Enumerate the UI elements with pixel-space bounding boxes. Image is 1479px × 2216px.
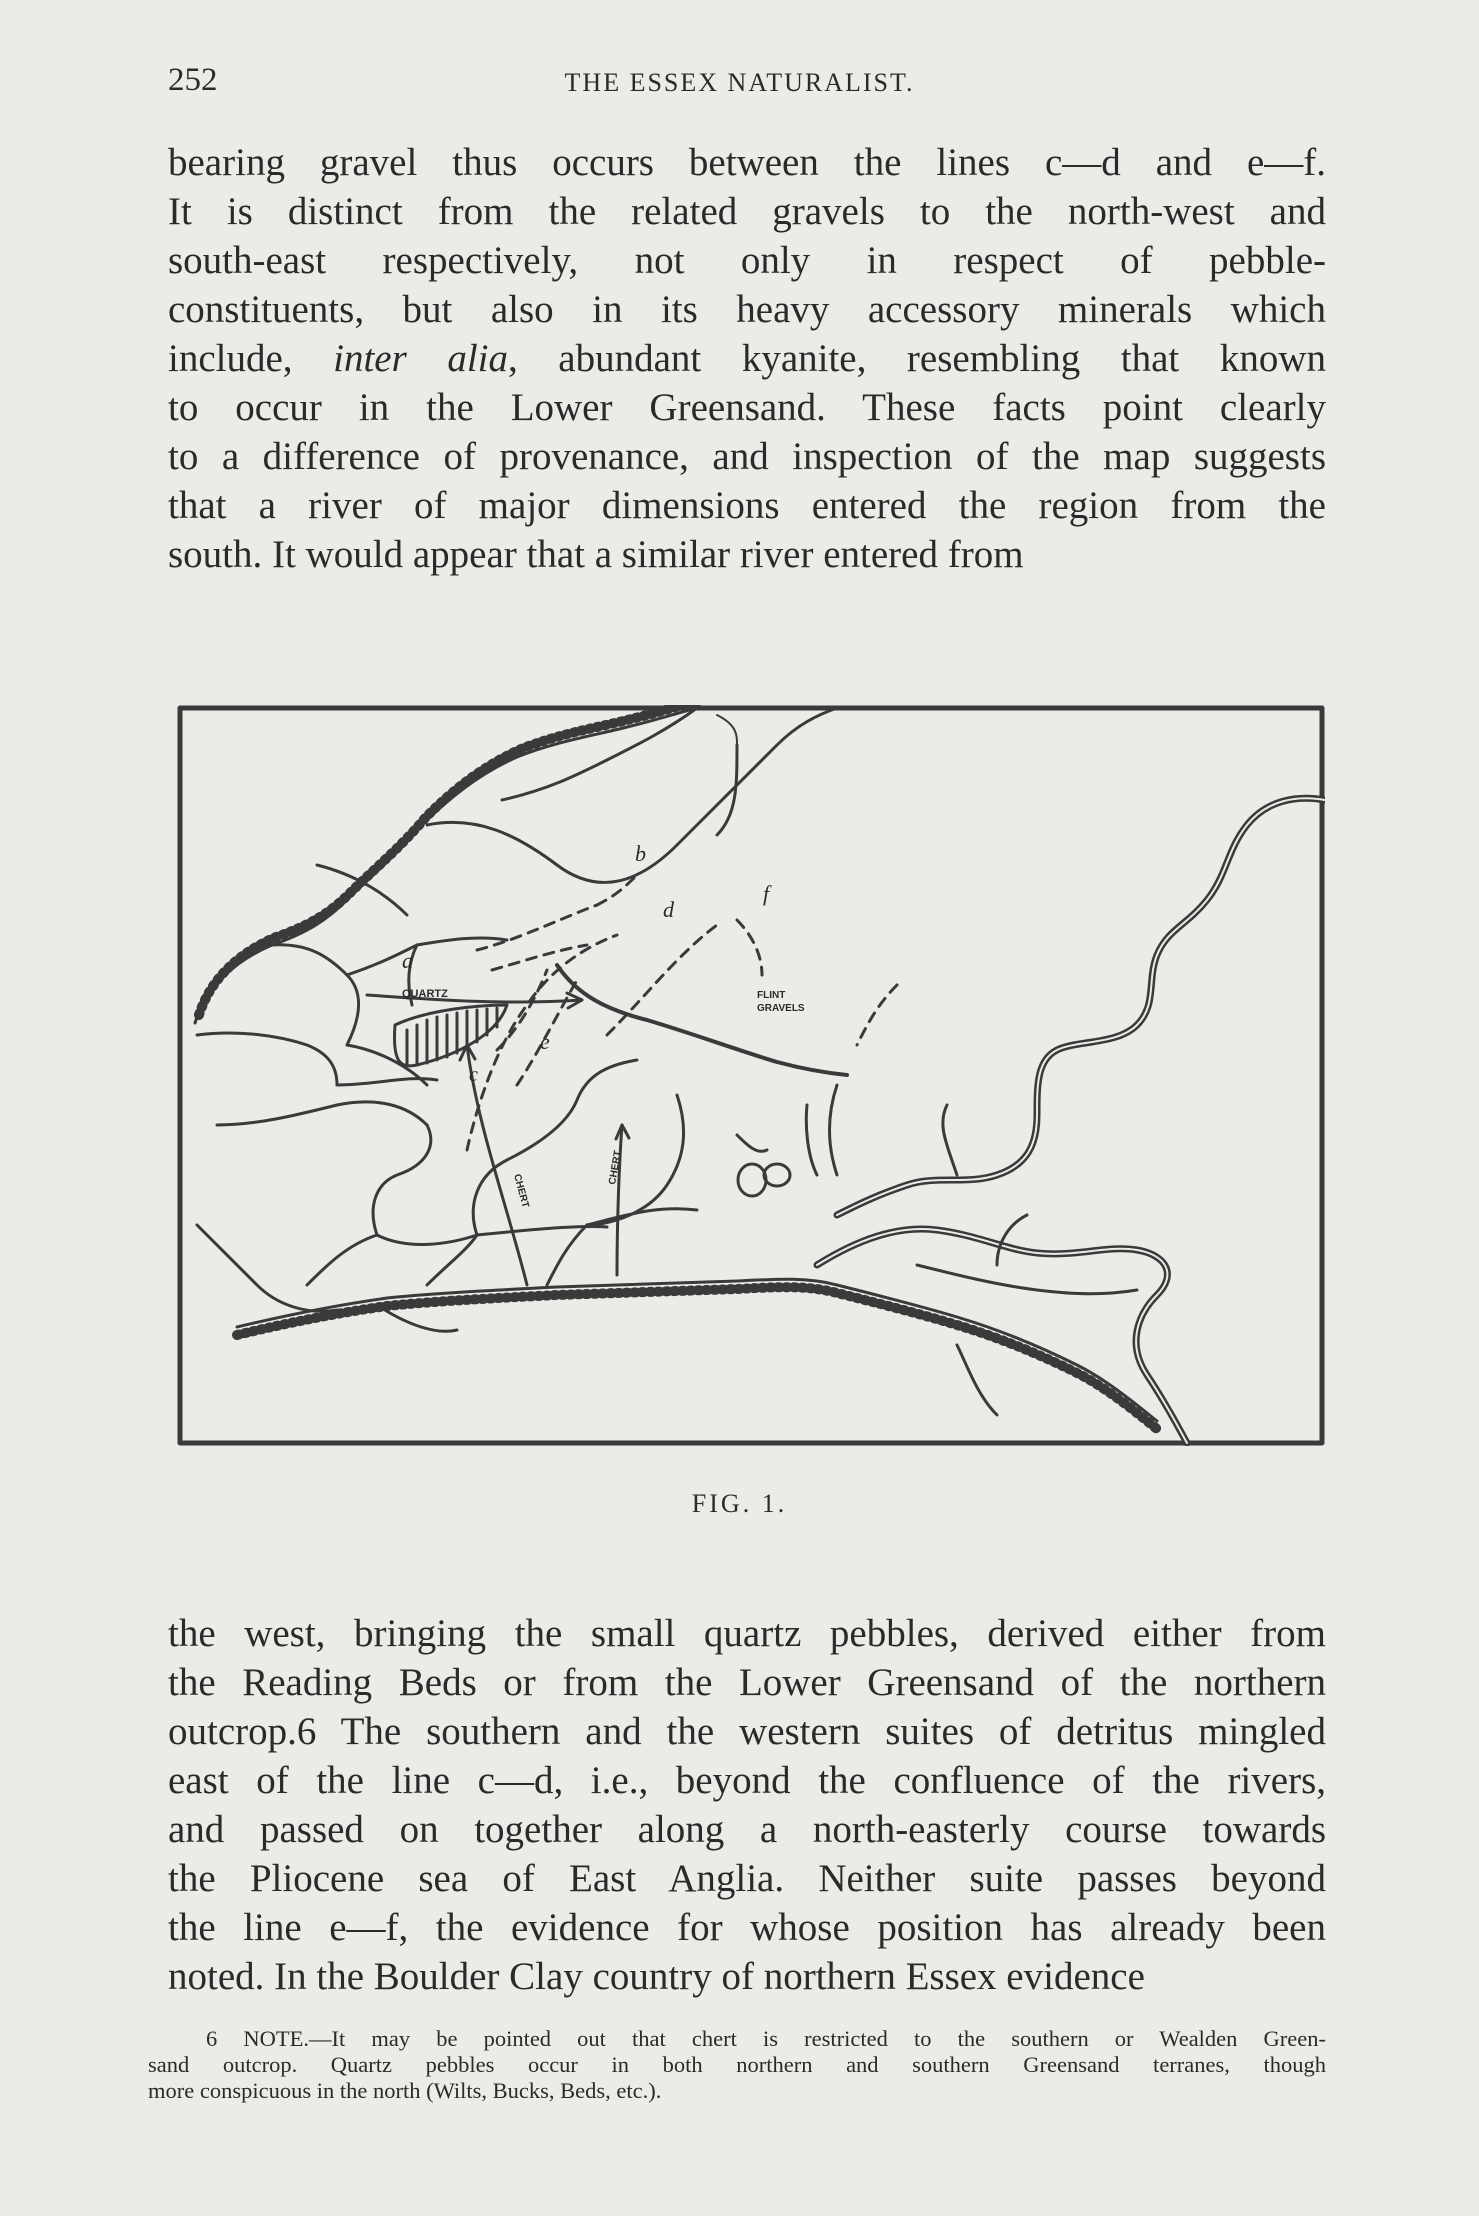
label-chert-west: CHERT [511,1172,531,1210]
footnote-line: sand outcrop. Quartz pebbles occur in both northern and southern Greensand terranes, though [148,2052,1326,2077]
text-line-with-italic: include, inter alia, abundant kyanite, resembling that known [168,337,1326,380]
south-escarpment-hachures [237,1287,1157,1429]
text-line: south. It would appear that a similar river entered from [168,533,1024,576]
text-line: south-east respectively, not only in respect of pebble- [168,239,1326,282]
label-chert-east: CHERT [607,1149,624,1186]
paragraph-bottom [168,1609,1326,2001]
page-number: 252 [168,62,218,98]
text-line: constituents, but also in its heavy accessory minerals which [168,288,1326,331]
italic-phrase: inter alia [333,337,508,380]
quartz-arrow [367,995,582,1002]
text-line: noted. In the Boulder Clay country of northern Essex evidence [168,1955,1145,1998]
text-line: the west, bringing the small quartz pebbles, derived either from [168,1612,1326,1655]
label-flint: FLINT [757,990,786,1001]
running-head: THE ESSEX NATURALIST. [564,68,915,97]
paragraph-top [168,138,1326,579]
text-line: east of the line c—d, i.e., beyond the confluence of the rivers, [168,1759,1326,1802]
map-drawing [177,705,1325,1446]
text-line: and passed on together along a north-easterly course towards [168,1808,1326,1851]
text-line: the Pliocene sea of East Anglia. Neither suite passes beyond [168,1857,1326,1900]
figure-caption: FIG. 1. [691,1489,788,1518]
hatched-outcrop [394,1005,507,1066]
footnote-line: more conspicuous in the north (Wilts, Bucks, Beds, etc.). [148,2078,662,2103]
line-f [607,925,717,1035]
central-river [557,965,847,1075]
thames-river [837,798,1325,1215]
text-line: It is distinct from the related gravels to the north-west and [168,190,1326,233]
label-a: a [402,948,413,973]
river-upper [427,708,837,882]
label-e: e [540,1029,550,1054]
footnote-line: 6 NOTE.—It may be pointed out that chert is restricted to the southern or Wealden Green- [206,2026,1326,2051]
north-escarpment [195,708,697,1023]
label-quartz: QUARTZ [402,988,448,1000]
text-line: that a river of major dimensions entered the region from the [168,484,1326,527]
text-line: the Reading Beds or from the Lower Greensand of the northern [168,1661,1326,1704]
text-line: to a difference of provenance, and inspection of the map suggests [168,435,1326,478]
label-d: d [663,897,674,922]
label-gravels: GRAVELS [757,1003,805,1014]
text-line: the line e—f, the evidence for whose position has already been [168,1906,1326,1949]
footnote [148,2026,1326,2104]
text-line: outcrop.6 The southern and the western suites of detritus mingled [168,1710,1326,1753]
map-frame [180,708,1322,1443]
text-line: to occur in the Lower Greensand. These facts point clearly [168,386,1326,429]
label-b: b [635,841,646,866]
label-c: c [469,1064,478,1086]
text-line: bearing gravel thus occurs between the lines c—d and e—f. [168,141,1326,184]
label-f: f [763,881,770,906]
chert-arrow-east [617,1125,622,1275]
line-b [477,905,597,950]
figure-map [177,705,1325,1446]
